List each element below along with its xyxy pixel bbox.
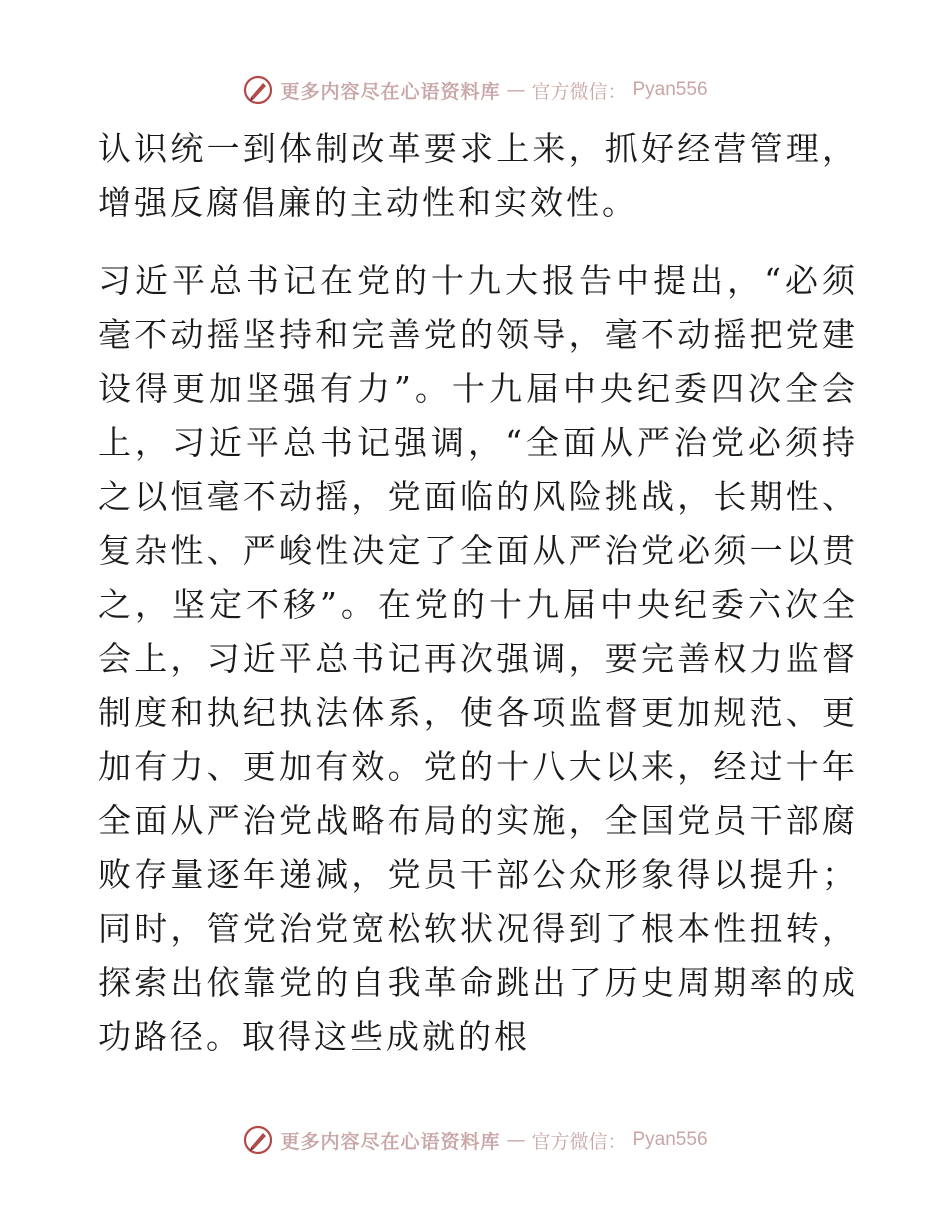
- header-watermark: [0, 70, 950, 110]
- pen-logo-icon: [242, 74, 274, 106]
- pen-logo-icon: [242, 1124, 274, 1156]
- watermark-label: 官方微信：: [531, 1130, 627, 1153]
- paragraph-2: 习近平总书记在党的十九大报告中提出，“必须毫不动摇坚持和完善党的领导，毫不动摇把党建设得更加坚强有力”。十九届中央纪委四次全会上，习近平总书记强调，“全面从严治党必须持之以恒毫不动摇，党面临的风险挑战，长期性、复杂性、严峻性决定了全面从严治党必须一以贯之，坚定不移”。在党的十九届中央纪委六次全会上，习近平总书记再次强调，要完善权力监督制度和执纪执法体系，使各项监督更加规范、更加有力、更加有效。党的十八大以来，经过十年全面从严治党战略布局的实施，全国党员干部腐败存量逐年递减，党员干部公众形象得以提升；同时，管党治党宽松软状况得到了根本性扭转，探索出依靠党的自我革命跳出了历史周期率的成功路径。取得这些成就的根: [98, 261, 858, 1056]
- watermark-brand: 更多内容尽在心语资料库: [280, 1130, 501, 1153]
- watermark-label: 官方微信：: [531, 80, 627, 103]
- watermark-wechat-id: Pyan556: [632, 79, 708, 100]
- watermark-wechat-id: Pyan556: [632, 1129, 708, 1150]
- document-body: [98, 122, 858, 1064]
- footer-watermark: [0, 1120, 950, 1160]
- paragraph-1: 认识统一到体制改革要求上来，抓好经营管理，增强反腐倡廉的主动性和实效性。: [98, 129, 858, 222]
- watermark-separator: —: [506, 1129, 526, 1151]
- watermark-separator: —: [506, 79, 526, 101]
- watermark-brand: 更多内容尽在心语资料库: [280, 80, 501, 103]
